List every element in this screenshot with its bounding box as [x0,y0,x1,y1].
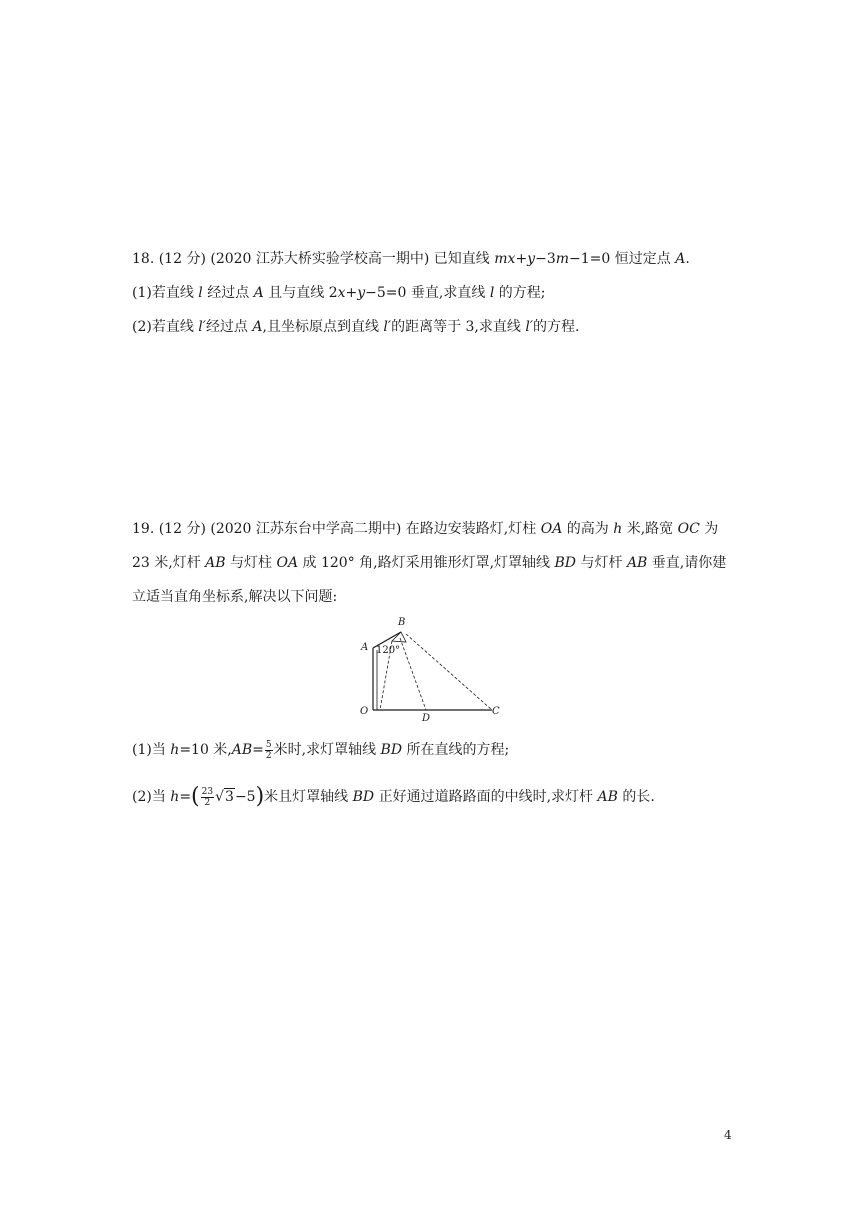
q19-stem-line3: 立适当直角坐标系,解决以下问题: [132,589,338,605]
streetlight-diagram [356,612,506,724]
lampshade [392,632,406,642]
label-o: O [360,706,369,717]
q19-part2: (2)当 h=( $\frac{23}{2}$ √3−5)米且灯罩轴线 BD 正好通过道路路面的中线时,求灯杆 AB 的长. [132,784,655,809]
page-number: 4 [724,1128,732,1142]
fraction-5-2: $\frac{5}{2}$ [265,739,272,761]
fraction-23-2: $\frac{23}{2}$ [201,786,214,808]
label-angle: 120° [376,645,401,656]
q19-stem-line1: 19. (12 分) (2020 江苏东台中学高二期中) 在路边安装路灯,灯柱 OA 的高为 h 米,路宽 OC 为 [132,521,719,537]
cone-right [406,634,492,710]
label-a: A [361,642,369,653]
q18-part1: (1)若直线 l 经过点 A 且与直线 2x+y−5=0 垂直,求直线 l 的方程; [132,285,546,301]
sqrt-3: √3 [215,789,234,805]
label-c: C [492,706,500,717]
label-d: D [422,713,431,724]
q19-stem-line2: 23 米,灯杆 AB 与灯柱 OA 成 120° 角,路灯采用锥形灯罩,灯罩轴线 BD 与灯杆 AB 垂直,请你建 [132,555,727,571]
label-b: B [398,617,406,628]
axis-bd [400,638,426,710]
q18-stem: 18. (12 分) (2020 江苏大桥实验学校高一期中) 已知直线 mx+y−3m−1=0 恒过定点 A. [132,251,690,267]
q18-part2: (2)若直线 l′经过点 A,且坐标原点到直线 l′的距离等于 3,求直线 l′的方程. [132,319,580,335]
q19-part1: (1)当 h=10 米,AB= $\frac{5}{2}$ 米时,求灯罩轴线 BD 所在直线的方程; [132,739,510,761]
